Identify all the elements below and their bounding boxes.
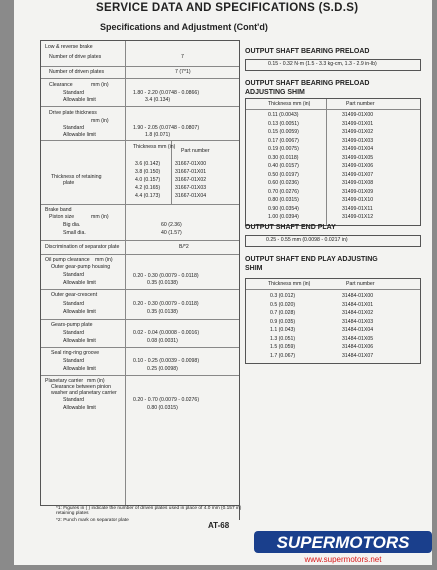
- seal-ring-row: [41, 347, 239, 376]
- clearance-limit-value: 3.4 (0.134): [145, 97, 171, 103]
- shim-thickness: 0.19 (0.0075): [268, 146, 299, 152]
- osep-box: [245, 235, 421, 247]
- page-subtitle: Specifications and Adjustment (Cont'd): [100, 22, 268, 32]
- part-col-header: Part number: [181, 148, 210, 154]
- retaining-label-2: plate: [63, 180, 75, 186]
- clearance-standard-label: Standard: [63, 90, 85, 96]
- logo-graphic: [254, 525, 432, 565]
- obpas-title-2: ADJUSTING SHIM: [245, 89, 305, 96]
- og-standard-value: 0.20 - 0.30 (0.0079 - 0.0118): [133, 301, 199, 307]
- column-separator: [239, 40, 240, 520]
- separator-label: Discrimination of separator plate: [45, 244, 120, 250]
- brake-band-row: [41, 204, 239, 241]
- small-dia-value: 40 (1.57): [161, 230, 182, 236]
- shim-part: 31499-01X00: [342, 112, 374, 118]
- ep-shim-thickness: 0.9 (0.035): [270, 318, 296, 325]
- seal-limit-label: Allowable limit: [63, 366, 96, 372]
- ep-shim-thickness: 0.7 (0.028): [270, 310, 296, 316]
- shim-thickness: 0.70 (0.0276): [268, 188, 299, 195]
- planetary-carrier-unit: mm (in): [87, 378, 105, 384]
- shim-part: 31499-01X02: [342, 129, 374, 135]
- ep-shim-part: 31484-01X02: [342, 310, 374, 316]
- shim-thickness: 0.11 (0.0043): [268, 112, 299, 118]
- oil-pump-label: Oil pump clearance: [45, 257, 90, 263]
- oil-standard-value: 0.20 - 0.30 (0.0079 - 0.0118): [133, 273, 199, 279]
- dpt-unit: mm (in): [91, 118, 109, 124]
- planetary-carrier-row: [41, 375, 239, 415]
- shim-thickness: 0.13 (0.0051): [268, 120, 299, 127]
- drive-plate-thickness-row: [41, 106, 239, 141]
- dpt-label: Drive plate thickness: [49, 110, 97, 116]
- osep-value: 0.25 - 0.55 mm (0.0098 - 0.0217 in): [266, 237, 348, 243]
- end-play-shim-table: [245, 278, 421, 364]
- og-limit-value: 0.35 (0.0138): [147, 309, 178, 315]
- retaining-part: 31667-01X01: [175, 169, 207, 175]
- planetary-carrier-label: Planetary carrier: [45, 378, 84, 384]
- shim-part: 31499-01X06: [342, 163, 374, 169]
- ep-shim-thickness: 1.5 (0.059): [270, 344, 296, 350]
- outer-gear-crescent-label: Outer gear-crescent: [51, 292, 98, 298]
- obp-box: [245, 59, 421, 71]
- shim-table: [245, 98, 421, 226]
- seal-ring-label: Seal ring-ring groove: [51, 350, 100, 356]
- driven-plates-label: Number of driven plates: [49, 69, 105, 75]
- oil-pump-unit: mm (in): [95, 257, 113, 263]
- ep-shim-part: 31484-01X05: [342, 335, 374, 342]
- pc-limit-label: Allowable limit: [63, 405, 96, 411]
- pc-sub1: Clearance between pinion: [51, 384, 111, 390]
- logo-url: www.supermotors.net: [304, 555, 382, 564]
- pc-standard-label: Standard: [63, 397, 85, 403]
- outer-gear-crescent-row: [41, 289, 239, 320]
- seal-standard-label: Standard: [63, 358, 85, 364]
- ep-shim-part: 31484-01X07: [342, 352, 374, 359]
- shim-thickness: 1.00 (0.0394): [268, 214, 299, 220]
- shim-thickness: 0.30 (0.0118): [268, 154, 299, 161]
- small-dia-label: Small dia.: [63, 230, 86, 236]
- thickness-col-header: Thickness mm (in): [133, 144, 176, 150]
- retaining-part: 31667-01X03: [175, 185, 207, 191]
- document-page: [14, 0, 432, 565]
- drive-plates-row: [41, 41, 239, 67]
- ep-shim-thickness: 1.1 (0.043): [270, 327, 296, 333]
- retaining-thickness: 3.8 (0.150): [135, 169, 161, 175]
- ep-shim-thickness: 0.3 (0.012): [270, 293, 296, 299]
- footnote-1: *1: Figures in ( ) indicate the number of driven plates used in place of 4.0 mm (0.157 in) retaining plates: [56, 506, 242, 516]
- ep-shim-thickness: 1.3 (0.051): [270, 335, 296, 342]
- osep-title: OUTPUT SHAFT END PLAY: [245, 224, 336, 231]
- retaining-thickness: 4.0 (0.157): [135, 177, 161, 183]
- shim-thickness: 0.15 (0.0059): [268, 129, 299, 135]
- big-dia-value: 60 (2.36): [161, 222, 182, 228]
- shim-part: 31499-01X05: [342, 154, 374, 161]
- retaining-thickness: 4.2 (0.165): [135, 185, 161, 191]
- shim-part: 31499-01X01: [342, 120, 374, 127]
- gears-pump-plate-label: Gears-pump plate: [51, 322, 93, 328]
- obp-title: OUTPUT SHAFT BEARING PRELOAD: [245, 48, 370, 55]
- dpt-limit-value: 1.8 (0.071): [145, 132, 171, 138]
- supermotors-logo: [254, 525, 432, 565]
- clearance-label: Clearance: [49, 82, 73, 88]
- retaining-part: 31667-01X02: [175, 177, 207, 183]
- obpas-title-1: OUTPUT SHAFT BEARING PRELOAD: [245, 80, 370, 87]
- ep-shim-part: 31484-01X04: [342, 327, 374, 333]
- ep-part-header: Part number: [346, 281, 375, 287]
- og-limit-label: Allowable limit: [63, 309, 96, 315]
- oil-pump-row: [41, 254, 239, 290]
- clearance-unit: mm (in): [91, 82, 109, 88]
- seal-limit-value: 0.25 (0.0098): [147, 366, 178, 372]
- brake-section-label: Low & reverse brake: [45, 44, 93, 50]
- ep-shim-list: [246, 293, 420, 361]
- ep-thickness-header: Thickness mm (in): [268, 281, 311, 287]
- pc-standard-value: 0.20 - 0.70 (0.0079 - 0.0276): [133, 397, 200, 403]
- osepas-title-1: OUTPUT SHAFT END PLAY ADJUSTING: [245, 256, 378, 263]
- og-standard-label: Standard: [63, 301, 85, 307]
- obp-value: 0.15 - 0.32 N·m (1.5 - 3.3 kg-cm, 1.3 - 2.9 in-lb): [268, 61, 377, 67]
- left-spec-table: [40, 40, 240, 506]
- retaining-plate-row: [41, 140, 239, 205]
- clearance-limit-label: Allowable limit: [63, 97, 96, 103]
- brake-band-label: Brake band: [45, 207, 72, 213]
- ep-shim-part: 31484-01X06: [342, 344, 374, 350]
- oil-limit-label: Allowable limit: [63, 280, 96, 286]
- retaining-thickness: 4.4 (0.173): [135, 193, 161, 199]
- retaining-part: 31667-01X04: [175, 193, 207, 199]
- shim-part-header: Part number: [346, 101, 375, 107]
- shim-part: 31499-01X09: [342, 188, 374, 195]
- dpt-limit-label: Allowable limit: [63, 132, 96, 138]
- piston-size-label: Piston size: [49, 214, 75, 220]
- clearance-standard-value: 1.80 - 2.20 (0.0748 - 0.0866): [133, 90, 200, 96]
- oil-standard-label: Standard: [63, 272, 85, 278]
- retaining-label-1: Thickness of retaining: [51, 174, 102, 180]
- clearance-row: [41, 78, 239, 107]
- shim-part: 31499-01X08: [342, 180, 374, 186]
- page-number: AT-68: [208, 521, 230, 530]
- ep-shim-thickness: 0.5 (0.020): [270, 301, 296, 308]
- seal-standard-value: 0.10 - 0.25 (0.0039 - 0.0098): [133, 358, 200, 364]
- shim-part: 31499-01X12: [342, 214, 374, 220]
- ep-shim-thickness: 1.7 (0.067): [270, 352, 296, 359]
- shim-part: 31499-01X07: [342, 171, 374, 178]
- ep-shim-part: 31484-01X03: [342, 318, 374, 325]
- pc-sub2: washer and planetary carrier: [51, 390, 117, 396]
- retaining-thickness: 3.6 (0.142): [135, 161, 161, 167]
- retaining-list: [41, 161, 239, 204]
- gp-standard-value: 0.02 - 0.04 (0.0008 - 0.0016): [133, 330, 200, 336]
- pc-limit-value: 0.80 (0.0315): [147, 405, 178, 411]
- retaining-part: 31667-01X00: [175, 161, 207, 167]
- logo-brand: SUPERMOTORS: [276, 533, 410, 552]
- shim-thickness: 0.90 (0.0354): [268, 205, 299, 212]
- shim-part: 31499-01X11: [342, 205, 373, 212]
- ep-shim-part: 31484-01X01: [342, 301, 374, 308]
- drive-plates-label: Number of drive plates: [49, 54, 102, 60]
- shim-part: 31499-01X10: [342, 197, 374, 203]
- gears-pump-plate-row: [41, 319, 239, 348]
- dpt-standard-label: Standard: [63, 125, 85, 131]
- shim-thickness-header: Thickness mm (in): [268, 101, 311, 107]
- footnote-2: *2: Punch mark on separator plate: [56, 518, 129, 523]
- shim-thickness: 0.60 (0.0236): [268, 180, 299, 186]
- shim-part: 31499-01X04: [342, 146, 374, 152]
- ep-shim-part: 31484-01X00: [342, 293, 374, 299]
- shim-list: [246, 112, 420, 224]
- shim-thickness: 0.50 (0.0197): [268, 171, 299, 178]
- page-title: SERVICE DATA AND SPECIFICATIONS (S.D.S): [96, 2, 359, 14]
- big-dia-label: Big dia.: [63, 222, 81, 228]
- gp-limit-label: Allowable limit: [63, 338, 96, 344]
- osepas-title-2: SHIM: [245, 265, 263, 272]
- separator-plate-row: [41, 240, 239, 255]
- gp-limit-value: 0.08 (0.0031): [147, 338, 178, 344]
- outer-gear-housing-label: Outer gear-pump housing: [51, 264, 111, 270]
- driven-plates-value: 7 (7*1): [175, 69, 191, 75]
- shim-part: 31499-01X03: [342, 137, 374, 144]
- piston-unit: mm (in): [91, 214, 109, 220]
- separator-value: B/*2: [179, 244, 189, 250]
- shim-thickness: 0.40 (0.0157): [268, 163, 299, 169]
- drive-plates-value: 7: [181, 54, 184, 60]
- oil-limit-value: 0.35 (0.0138): [147, 280, 178, 286]
- dpt-standard-value: 1.90 - 2.05 (0.0748 - 0.0807): [133, 125, 200, 131]
- shim-thickness: 0.80 (0.0315): [268, 197, 299, 203]
- gp-standard-label: Standard: [63, 330, 85, 336]
- shim-thickness: 0.17 (0.0067): [268, 137, 299, 144]
